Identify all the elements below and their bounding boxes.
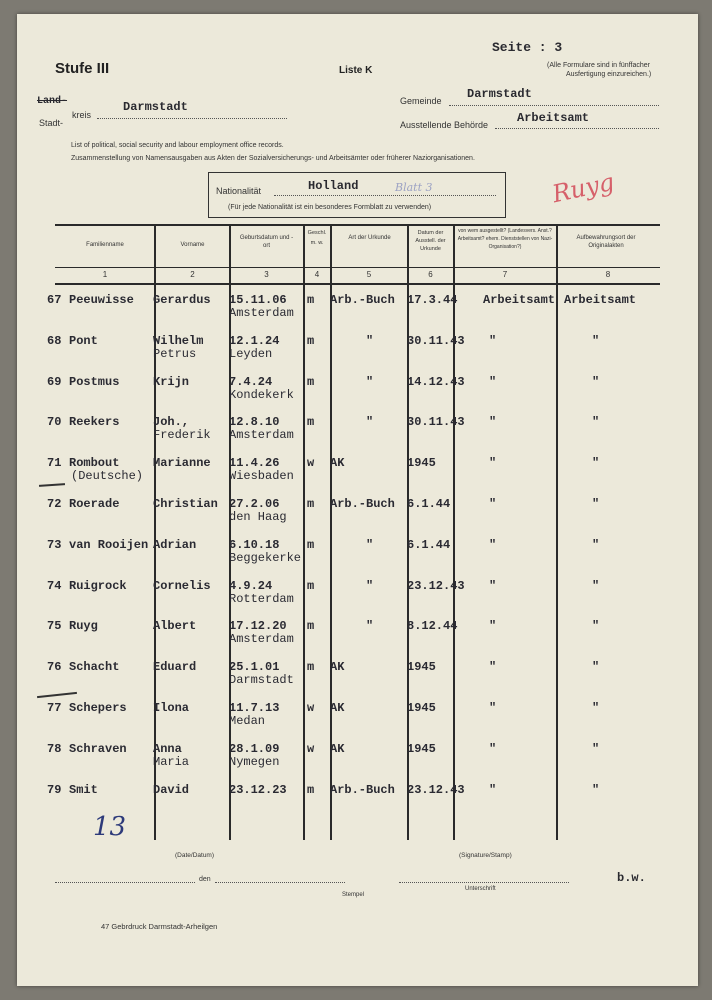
given-name-2: Maria: [153, 754, 190, 769]
description-de: Zusammenstellung von Namensausgaben aus Akten der Sozialversicherungs- und Arbeitsämter oder früherer Naziorganisationen.: [71, 155, 475, 162]
issuer: ": [489, 782, 497, 797]
archive-location: ": [592, 374, 600, 389]
sex: m: [307, 374, 315, 389]
archive-location: ": [592, 578, 600, 593]
sex: m: [307, 578, 315, 593]
col-num-8: 8: [605, 270, 611, 279]
birth-date: 7.4.24: [229, 374, 273, 389]
margin-mark-1: [39, 483, 65, 487]
given-name: Eduard: [153, 660, 197, 675]
given-name: Joh.,: [153, 415, 190, 430]
surname: Ruigrock: [69, 578, 127, 593]
issue-date: 1945: [407, 456, 436, 471]
issuer: ": [489, 741, 497, 756]
row-number: 71: [47, 456, 62, 471]
row-number: 75: [47, 619, 62, 634]
surname: Reekers: [69, 415, 120, 430]
birth-date: 25.1.01: [229, 660, 280, 675]
birth-date: 12.8.10: [229, 415, 280, 430]
archive-location: ": [592, 415, 600, 430]
signature-label: (Signature/Stamp): [459, 852, 512, 859]
stempel-label: Stempel: [342, 892, 365, 898]
given-name: Gerardus: [153, 293, 211, 307]
surname: van Rooijen: [69, 537, 149, 552]
birth-place: Beggekerke: [229, 550, 302, 565]
issuer: ": [489, 374, 497, 389]
issuer: ": [489, 415, 497, 430]
row-number: 72: [47, 497, 62, 511]
birth-date: 15.11.06: [229, 293, 287, 307]
birth-date: 11.7.13: [229, 701, 280, 715]
surname: Schraven: [69, 741, 127, 756]
kreis-prefix-struck: Land-: [37, 96, 68, 107]
given-name: Marianne: [153, 456, 211, 471]
given-name: Adrian: [153, 537, 197, 552]
sex: m: [307, 333, 315, 348]
sex: w: [307, 456, 315, 471]
behoerde-label: Ausstellende Behörde: [400, 120, 489, 130]
issue-date: 1945: [407, 741, 436, 756]
issuer: ": [489, 333, 497, 348]
issue-date: 17.3.44: [407, 293, 458, 307]
archive-location: ": [592, 701, 600, 715]
given-name-2: Petrus: [153, 346, 197, 361]
col-header-issuer: von wem ausgestellt? (Landesvers. Anst.? Arbeitsamt? ehem. Dienststellen von Nazi-Organisation?): [457, 228, 553, 250]
issuer: ": [489, 619, 497, 634]
surname: Rombout: [69, 456, 120, 471]
given-name: Cornelis: [153, 578, 211, 593]
red-signature: Ruyg: [549, 167, 617, 209]
document-type: Arb.-Buch: [330, 497, 395, 511]
birth-date: 23.12.23: [229, 782, 287, 797]
archive-location: ": [592, 537, 600, 552]
document-type: Arb.-Buch: [330, 293, 395, 307]
archive-location: ": [592, 456, 600, 471]
col-num-1: 1: [102, 270, 108, 279]
issue-date: 30.11.43: [407, 333, 465, 348]
sex: m: [307, 660, 315, 675]
issuer: ": [489, 701, 497, 715]
col-header-sex: Geschl. m. w.: [307, 230, 327, 246]
archive-location: ": [592, 741, 600, 756]
archive-location: Arbeitsamt: [564, 293, 637, 307]
gemeinde-label: Gemeinde: [400, 96, 442, 106]
surname: Ruyg: [69, 619, 98, 634]
col-num-5: 5: [366, 270, 372, 279]
behoerde-value: Arbeitsamt: [517, 111, 590, 125]
sex: w: [307, 701, 315, 715]
issue-date: 6.1.44: [407, 537, 451, 552]
document-type: AK: [330, 660, 345, 675]
kreis-label: kreis: [72, 110, 92, 120]
col-header-birth: Geburtsdatum und -ort: [239, 235, 294, 249]
birth-date: 17.12.20: [229, 619, 287, 634]
document-type: ": [366, 578, 374, 593]
row-number: 67: [47, 293, 62, 307]
row-number: 76: [47, 660, 62, 675]
bitte-wenden: b.w.: [617, 871, 646, 885]
given-name: Wilhelm: [153, 333, 204, 348]
col-header-doc: Art der Urkunde: [348, 235, 391, 241]
kreis-prefix-stadt: Stadt-: [39, 118, 64, 128]
given-name: Christian: [153, 497, 218, 511]
birth-place: Leyden: [229, 346, 273, 361]
form-liste: Liste K: [339, 65, 373, 76]
birth-date: 11.4.26: [229, 456, 280, 471]
birth-place: Medan: [229, 714, 266, 728]
row-number: 70: [47, 415, 62, 430]
document-type: AK: [330, 741, 345, 756]
row-number: 79: [47, 782, 62, 797]
archive-location: ": [592, 497, 600, 511]
issue-date: 1945: [407, 660, 436, 675]
gemeinde-value: Darmstadt: [467, 87, 532, 101]
col-num-6: 6: [428, 270, 433, 279]
row-number: 68: [47, 333, 62, 348]
birth-place: Rotterdam: [229, 591, 294, 606]
birth-date: 6.10.18: [229, 537, 280, 552]
birth-place: Kondekerk: [229, 387, 294, 402]
given-name: Ilona: [153, 701, 190, 715]
document-type: ": [366, 619, 374, 634]
sex: m: [307, 537, 315, 552]
birth-place: den Haag: [229, 510, 287, 524]
given-name: Anna: [153, 741, 182, 756]
document-type: ": [366, 415, 374, 430]
document-page: [17, 14, 698, 986]
row-number: 78: [47, 741, 62, 756]
nationality-value: Holland: [308, 179, 359, 193]
document-type: ": [366, 333, 374, 348]
issue-date: 14.12.43: [407, 374, 465, 389]
col-header-given: Vorname: [180, 242, 205, 248]
nationality-label: Nationalität: [216, 186, 262, 196]
issue-date: 23.12.43: [407, 782, 465, 797]
birth-place: Amsterdam: [229, 632, 294, 647]
issue-date: 6.1.44: [407, 497, 451, 511]
archive-location: ": [592, 333, 600, 348]
surname: Smit: [69, 782, 98, 797]
row-number: 74: [47, 578, 62, 593]
surname: Pont: [69, 333, 98, 348]
birth-date: 12.1.24: [229, 333, 280, 348]
col-num-2: 2: [190, 270, 195, 279]
document-type: AK: [330, 456, 345, 471]
birth-place: Amsterdam: [229, 306, 294, 320]
birth-place: Amsterdam: [229, 428, 294, 443]
document-type: Arb.-Buch: [330, 782, 395, 797]
date-label: (Date/Datum): [175, 852, 215, 859]
page-number: Seite : 3: [492, 40, 563, 55]
birth-date: 28.1.09: [229, 741, 280, 756]
surname: Postmus: [69, 374, 120, 389]
issuer: ": [489, 660, 497, 675]
issuer: Arbeitsamt: [483, 293, 556, 307]
issuer: ": [489, 497, 497, 511]
birth-place: Wiesbaden: [229, 469, 294, 484]
row-number: 77: [47, 701, 62, 715]
issue-date: 23.12.43: [407, 578, 465, 593]
issuer: ": [489, 578, 497, 593]
sex: m: [307, 619, 315, 634]
kreis-value: Darmstadt: [123, 100, 188, 114]
sex: m: [307, 782, 315, 797]
document-type: ": [366, 537, 374, 552]
sex: m: [307, 415, 315, 430]
surname: Roerade: [69, 497, 120, 511]
surname: Schacht: [69, 660, 120, 675]
col-num-3: 3: [264, 270, 269, 279]
issuer: ": [489, 456, 497, 471]
surname: Schepers: [69, 701, 127, 715]
issue-date: 1945: [407, 701, 436, 715]
den-label: den: [199, 876, 211, 883]
row-number: 69: [47, 374, 62, 389]
sex: m: [307, 497, 315, 511]
col-header-archive: Aufbewahrungsort der Originalakten: [576, 235, 636, 249]
issuer: ": [489, 537, 497, 552]
issue-date: 8.12.44: [407, 619, 458, 634]
margin-mark-2: [37, 692, 77, 698]
issue-date: 30.11.43: [407, 415, 465, 430]
form-stufe: Stufe III: [55, 60, 110, 77]
birth-place: Darmstadt: [229, 673, 294, 688]
row-number: 73: [47, 537, 62, 552]
birth-date: 4.9.24: [229, 578, 273, 593]
surname: Peeuwisse: [69, 293, 134, 307]
sex: w: [307, 741, 315, 756]
col-header-surname: Familienname: [86, 242, 124, 248]
note-line-1: (Alle Formulare sind in fünffacher: [547, 62, 650, 69]
given-name: Albert: [153, 619, 197, 634]
archive-location: ": [592, 619, 600, 634]
col-num-7: 7: [502, 270, 508, 279]
unterschrift-label: Unterschrift: [465, 886, 496, 892]
note-line-2: Ausfertigung einzureichen.): [566, 71, 652, 78]
nationality-scrawl: Blatt 3: [395, 181, 433, 194]
birth-place: Nymegen: [229, 754, 280, 769]
nationality-note: (Für jede Nationalität ist ein besonderes Formblatt zu verwenden): [228, 204, 432, 211]
col-num-4: 4: [314, 270, 320, 279]
document-type: AK: [330, 701, 345, 715]
given-name: David: [153, 782, 190, 797]
given-name-2: Frederik: [153, 428, 211, 443]
printer-imprint: 47 Gebrdruck Darmstadt-Arheilgen: [101, 922, 218, 931]
given-name: Krijn: [153, 374, 190, 389]
surname-note: (Deutsche): [71, 469, 144, 484]
birth-date: 27.2.06: [229, 497, 280, 511]
col-header-date: Datum der Ausstell. der Urkunde: [415, 230, 446, 252]
description-en: List of political, social security and labour employment office records.: [71, 142, 284, 149]
page-count-handwritten: 13: [93, 812, 127, 842]
archive-location: ": [592, 782, 600, 797]
sex: m: [307, 293, 315, 307]
document-type: ": [366, 374, 374, 389]
archive-location: ": [592, 660, 600, 675]
